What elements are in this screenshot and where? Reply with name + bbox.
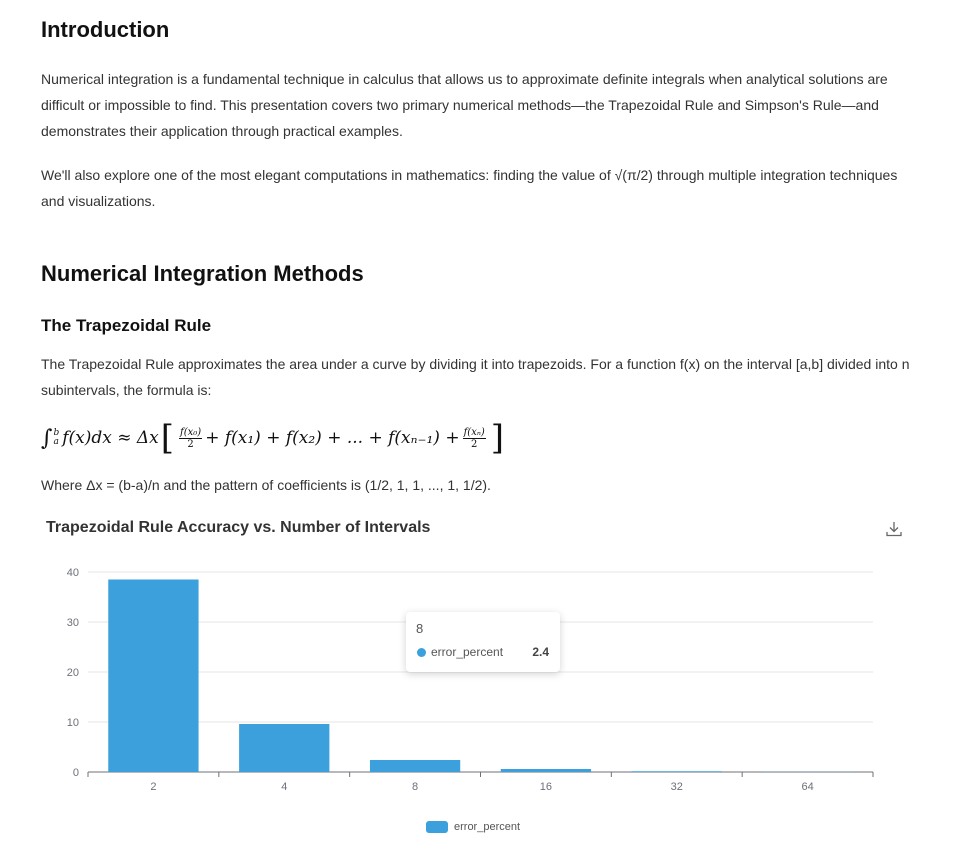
chart-title: Trapezoidal Rule Accuracy vs. Number of Intervals	[46, 519, 431, 536]
bar-4	[239, 724, 329, 772]
fraction-last-numerator: f(xₙ)	[463, 426, 485, 438]
integral-limits	[53, 429, 59, 447]
download-icon[interactable]	[885, 520, 903, 538]
chart-tooltip	[406, 612, 560, 672]
tooltip-category: 8	[416, 621, 424, 636]
tooltip-series-name: error_percent	[431, 645, 504, 659]
bar-16	[501, 769, 591, 772]
y-tick-label: 40	[66, 567, 79, 579]
x-tick-label: 32	[670, 781, 683, 793]
integral-sign: ∫	[41, 425, 53, 451]
legend-swatch	[426, 821, 448, 833]
y-tick-label: 20	[66, 667, 79, 679]
right-bracket: ]	[490, 418, 505, 458]
bar-32	[632, 771, 722, 772]
bar-chart	[0, 555, 960, 815]
fraction-first-numerator: f(x₀)	[180, 426, 202, 438]
chart-legend[interactable]	[426, 821, 520, 833]
y-tick-label: 30	[66, 617, 79, 629]
bar-8	[370, 760, 460, 772]
fraction-first-denominator: 2	[187, 438, 194, 450]
formula-middle-terms: + f(x₁) + f(x₂) + ... + f(xₙ₋₁) +	[205, 428, 460, 448]
legend-label: error_percent	[454, 821, 521, 833]
x-tick-label: 4	[281, 781, 288, 793]
formula-fraction-first	[179, 427, 202, 450]
y-tick-label: 0	[72, 767, 79, 779]
trapezoid-heading: The Trapezoidal Rule	[41, 316, 212, 335]
bar-2	[108, 580, 198, 773]
fraction-last-denominator: 2	[471, 438, 478, 450]
methods-heading: Numerical Integration Methods	[41, 261, 364, 286]
trapezoid-description: The Trapezoidal Rule approximates the area under a curve by dividing it into trapezoids. For a function f(x) on the interval [a,b] divided into n subintervals, the formula is:	[41, 356, 910, 398]
x-tick-label: 16	[539, 781, 553, 793]
x-tick-label: 8	[412, 781, 419, 793]
intro-heading: Introduction	[41, 17, 170, 42]
trapezoid-where-note: Where Δx = (b-a)/n and the pattern of coefficients is (1/2, 1, 1, ..., 1, 1/2).	[41, 477, 491, 493]
integral-upper-limit: b	[53, 428, 60, 438]
formula-lhs: f(x)dx ≈ Δx	[62, 428, 159, 448]
y-tick-label: 10	[66, 717, 79, 729]
intro-paragraph-2: We'll also explore one of the most elegant computations in mathematics: finding the value of √(π/2) through multiple integration techniques and visualizations.	[41, 167, 898, 209]
left-bracket: [	[160, 418, 175, 458]
x-tick-label: 64	[801, 781, 814, 793]
formula-fraction-last	[463, 427, 486, 450]
tooltip-series-marker	[417, 648, 426, 657]
intro-paragraph-1: Numerical integration is a fundamental technique in calculus that allows us to approximate definite integrals when analytical solutions are difficult or impossible to find. This presentation covers two primary numerical methods—the Trapezoidal Rule and Simpson's Rule—and demonstrates their application through practical examples.	[41, 71, 888, 139]
trapezoid-formula	[41, 418, 506, 458]
integral-lower-limit: a	[53, 437, 59, 447]
x-tick-label: 2	[150, 781, 157, 793]
tooltip-value: 2.4	[532, 645, 549, 659]
